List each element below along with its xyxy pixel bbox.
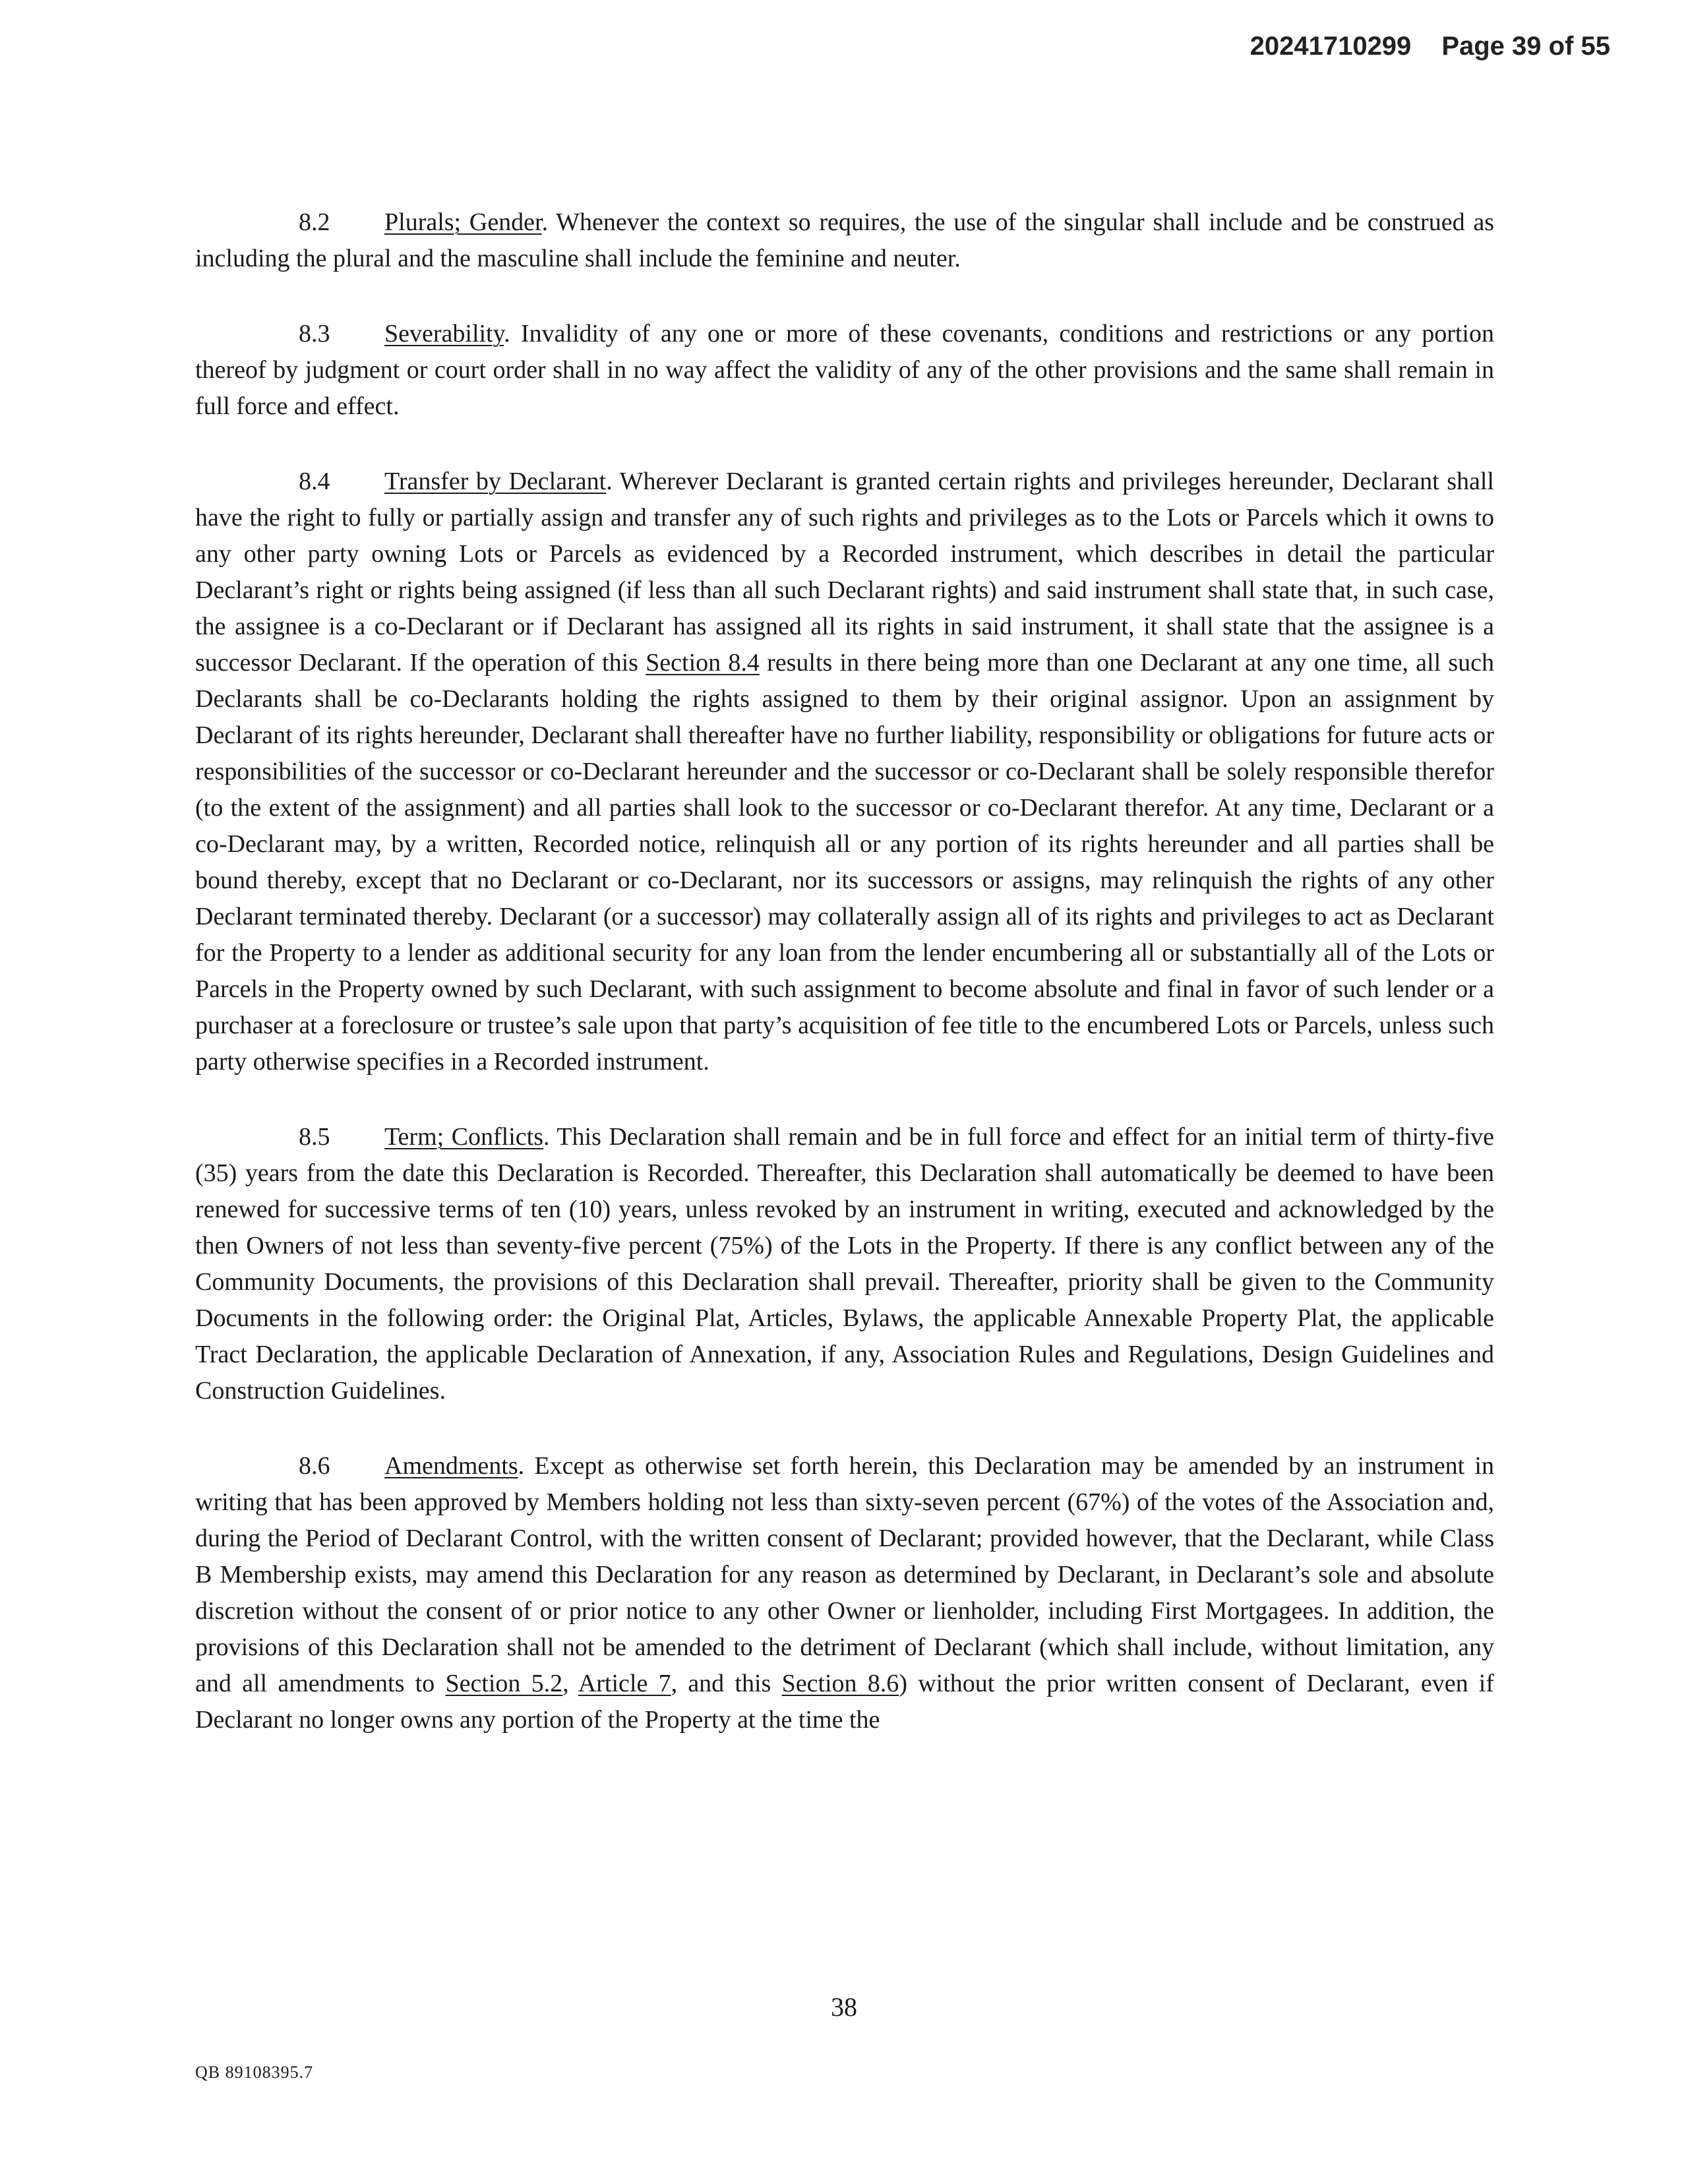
- section-heading: Term; Conflicts: [384, 1123, 544, 1151]
- section-text: ) without the prior written consent of Declarant, even if Declarant no longer owns any portion of the Property at the time the: [195, 1670, 1495, 1734]
- section-heading: Transfer by Declarant: [384, 468, 607, 495]
- section-8-2: [195, 204, 1494, 277]
- section-reference-8-4: Section 8.4: [646, 649, 760, 677]
- page-header: [1250, 32, 1610, 61]
- section-heading: Amendments: [384, 1452, 518, 1480]
- section-number: 8.2: [299, 208, 330, 236]
- document-body: [195, 204, 1494, 1738]
- section-number: 8.3: [299, 320, 330, 348]
- section-text: results in there being more than one Declarant at any one time, all such Declarants shall be co-Declarants holding the rights assigned to them by their original assignor. Upon an assignment by Declarant of its rights hereunder, Declarant shall thereafter have no further liability, responsibility or obligations for future acts or responsibilities of the successor or co-Declarant hereunder and the successor or co-Declarant shall be solely responsible therefor (to the extent of the assignment) and all parties shall look to the successor or co-Declarant therefor. At any time, Declarant or a co-Declarant may, by a written, Recorded notice, relinquish all or any portion of its rights hereunder and all parties shall be bound thereby, except that no Declarant or co-Declarant, nor its successors or assigns, may relinquish the rights of any other Declarant terminated thereby. Declarant (or a successor) may collaterally assign all of its rights and privileges to act as Declarant for the Property to a lender as additional security for any loan from the lender encumbering all or substantially all of the Lots or Parcels in the Property owned by such Declarant, with such assignment to become absolute and final in favor of such lender or a purchaser at a foreclosure or trustee’s sale upon that party’s acquisition of fee title to the encumbered Lots or Parcels, unless such party otherwise specifies in a Recorded instrument.: [195, 649, 1495, 1076]
- section-text: , and this: [671, 1670, 782, 1697]
- article-reference-7: Article 7: [578, 1670, 671, 1697]
- section-text: . Except as otherwise set forth herein, this Declaration may be amended by an instrument in writing that has been approved by Members holding not less than sixty-seven percent (67%) of the votes of the Association and, during the Period of Declarant Control, with the written consent of Declarant; provided however, that the Declarant, while Class B Membership exists, may amend this Declaration for any reason as determined by Declarant, in Declarant’s sole and absolute discretion without the consent of or prior notice to any other Owner or lienholder, including First Mortgagees. In addition, the provisions of this Declaration shall not be amended to the detriment of Declarant (which shall include, without limitation, any and all amendments to: [195, 1452, 1494, 1697]
- section-number: 8.5: [299, 1123, 330, 1151]
- section-8-5: [195, 1119, 1494, 1409]
- section-text: . Invalidity of any one or more of these covenants, conditions and restrictions or any portion thereof by judgment or court order shall in no way affect the validity of any of the other provisions and the same shall remain in full force and effect.: [195, 320, 1494, 420]
- page-info: Page 39 of 55: [1441, 32, 1610, 61]
- section-8-3: [195, 316, 1494, 425]
- section-heading: Plurals; Gender: [384, 208, 542, 236]
- section-number: 8.4: [299, 468, 330, 495]
- document-number: 20241710299: [1250, 32, 1412, 61]
- section-text: . Whenever the context so requires, the use of the singular shall include and be construed as including the plural and the masculine shall include the feminine and neuter.: [195, 208, 1494, 272]
- document-reference: QB 89108395.7: [195, 2063, 314, 2082]
- section-text: . This Declaration shall remain and be in full force and effect for an initial term of thirty-five (35) years from the date this Declaration is Recorded. Thereafter, this Declaration shall automatically be deemed to have been renewed for successive terms of ten (10) years, unless revoked by an instrument in writing, executed and acknowledged by the then Owners of not less than seventy-five percent (75%) of the Lots in the Property. If there is any conflict between any of the Community Documents, the provisions of this Declaration shall prevail. Thereafter, priority shall be given to the Community Documents in the following order: the Original Plat, Articles, Bylaws, the applicable Annexable Property Plat, the applicable Tract Declaration, the applicable Declaration of Annexation, if any, Association Rules and Regulations, Design Guidelines and Construction Guidelines.: [195, 1123, 1494, 1405]
- section-text: . Wherever Declarant is granted certain rights and privileges hereunder, Declarant shall have the right to fully or partially assign and transfer any of such rights and privileges as to the Lots or Parcels which it owns to any other party owning Lots or Parcels as evidenced by a Recorded instrument, which describes in detail the particular Declarant’s right or rights being assigned (if less than all such Declarant rights) and said instrument shall state that, in such case, the assignee is a co-Declarant or if Declarant has assigned all its rights in said instrument, it shall state that the assignee is a successor Declarant. If the operation of this: [195, 468, 1494, 677]
- section-reference-8-6: Section 8.6: [781, 1670, 899, 1697]
- section-text: ,: [562, 1670, 578, 1697]
- page-number: 38: [831, 1992, 857, 2022]
- section-heading: Severability: [384, 320, 504, 348]
- section-8-4: [195, 464, 1494, 1080]
- section-8-6: [195, 1448, 1494, 1738]
- section-number: 8.6: [299, 1452, 330, 1480]
- section-reference-5-2: Section 5.2: [445, 1670, 563, 1697]
